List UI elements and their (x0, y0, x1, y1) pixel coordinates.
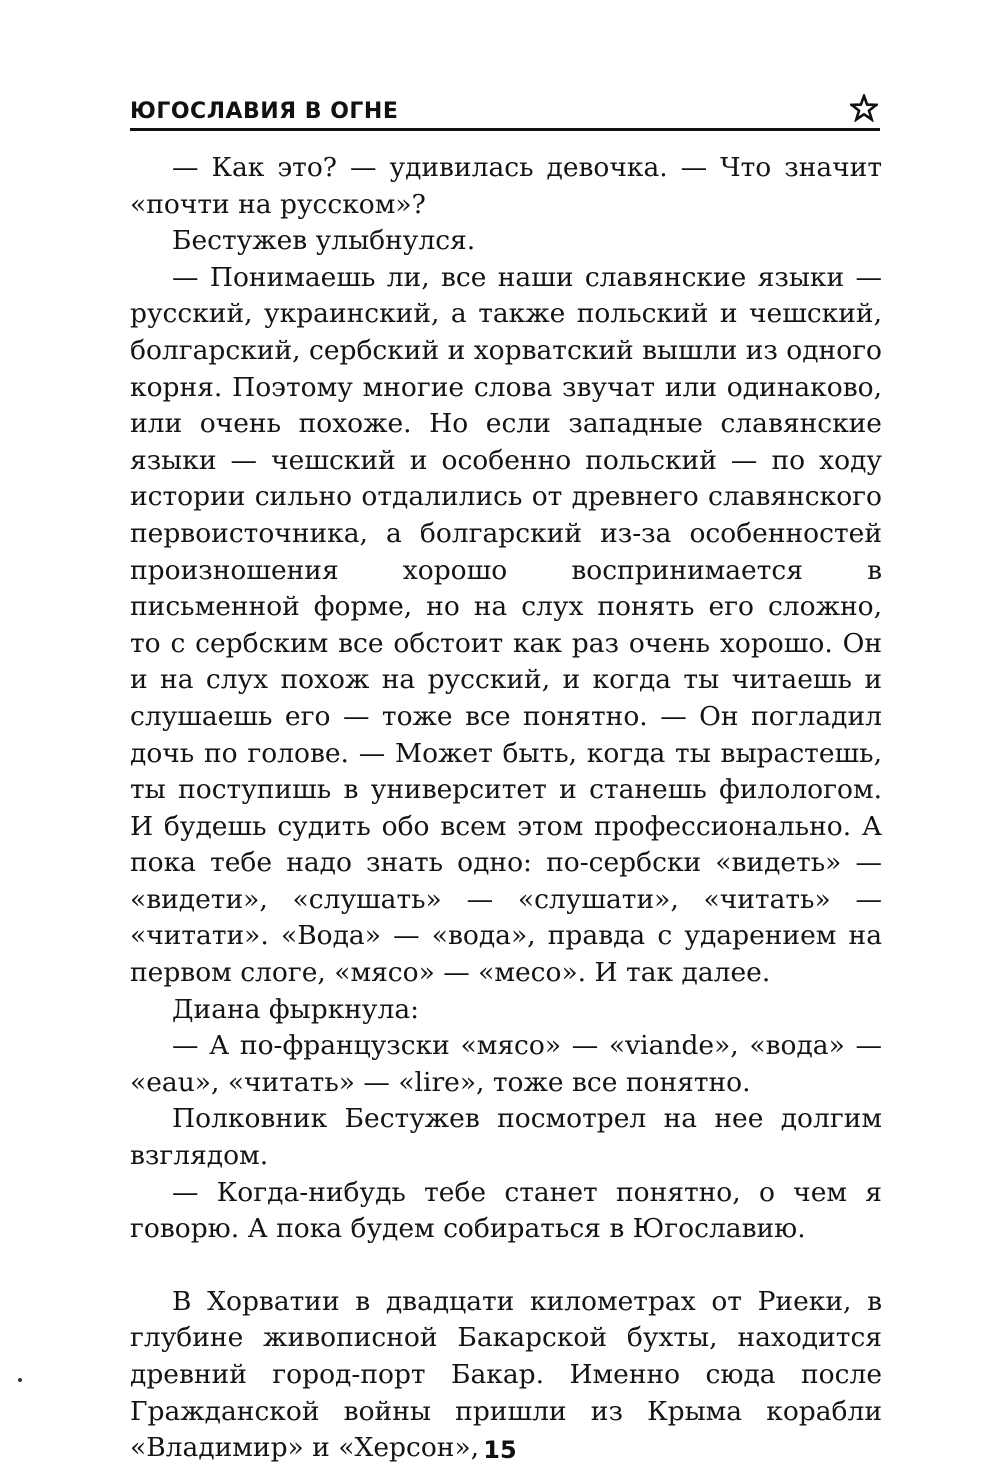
running-title: ЮГОСЛАВИЯ В ОГНЕ (130, 99, 399, 124)
paragraph: — Как это? — удивилась девочка. — Что значит «почти на русском»? (130, 152, 882, 220)
paragraph: Диана фыркнула: (172, 993, 420, 1025)
paragraph: — А по-французски «мясо» — «viande», «вода» — «eau», «читать» — «lire», тоже все понятно. (130, 1030, 882, 1098)
paragraph: — Понимаешь ли, все наши славянские языки — русский, украинский, а также польский и чешский, болгарский, сербский и хорватский вышли из одного корня. Поэтому многие слова звучат или одинаково, или очень похоже. Но если западные славянские языки — чешский и особенно польский — по ходу истории сильно отдалились от древнего славянского первоисточника, а болгарский из-за особенностей произношения хорошо воспринимается в письменной форме, но на слух понять его сложно, то с сербским все обстоит как раз очень хорошо. Он и на слух похож на русский, и когда ты читаешь и слушаешь его — тоже все понятно. — Он погладил дочь по голове. — Может быть, когда ты вырастешь, ты поступишь в университет и станешь филологом. И будешь судить обо всем этом профессионально. А пока тебе надо знать одно: по-сербски «видеть» — «видети», «слушать» — «слушати», «читать» — «читати». «Вода» — «вода», правда с ударением на первом слоге, «мясо» — «месо». И так далее. (130, 261, 882, 989)
section-paragraph: В Хорватии в двадцати километрах от Риеки, в глубине живописной Бакарской бухты, находится древний город-порт Бакар. Именно сюда после Гражданской войны пришли из Крыма корабли «Владимир» и «Херсон», (130, 1285, 882, 1464)
running-head (130, 84, 880, 131)
star-outline-icon (850, 94, 878, 122)
print-speck (18, 1378, 22, 1382)
paragraph: — Когда-нибудь тебе станет понятно, о чем я говорю. А пока будем собираться в Югославию. (130, 1176, 882, 1245)
paragraph: Бестужев улыбнулся. (172, 225, 476, 257)
body-text (130, 150, 882, 1467)
page-number: 15 (483, 1436, 517, 1464)
paragraph: Полковник Бестужев посмотрел на нее долгим взглядом. (130, 1103, 882, 1172)
